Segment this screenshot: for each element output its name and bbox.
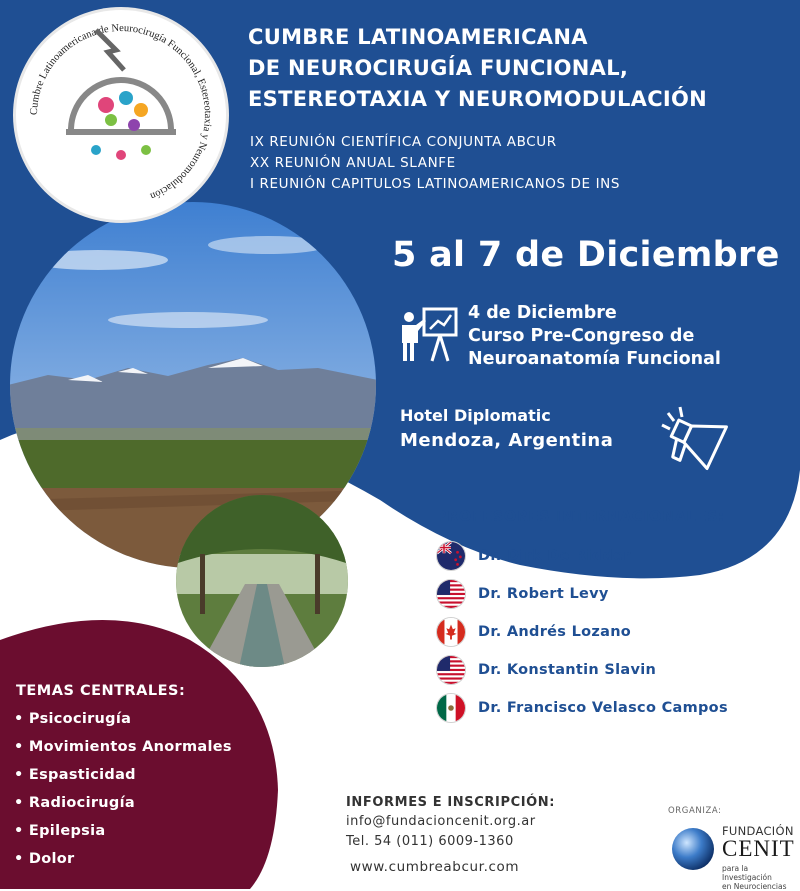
topic-item: • Movimientos Anormales [14,739,232,755]
professor-item [436,692,728,724]
tagline-line: en Neurociencias [722,882,787,891]
professor-item [436,540,631,572]
title-line: ESTEREOTAXIA Y NEUROMODULACIÓN [248,87,708,111]
topic-item: • Psicocirugía [14,711,132,727]
professor-item [436,578,609,610]
precourse-line: 4 de Diciembre [468,303,617,323]
title-line: DE NEUROCIRUGÍA FUNCIONAL, [248,56,629,80]
contact-title: INFORMES E INSCRIPCIÓN: [346,795,556,810]
presenter-icon [398,305,460,365]
professors-title: PROFESORES INTERNACIONALES: [436,509,725,525]
usa-flag-icon [436,579,466,609]
tagline-line: para la Investigación [722,864,772,882]
canada-flag-icon [436,617,466,647]
organizer-tagline [722,864,800,891]
topics-title: TEMAS CENTRALES: [16,683,186,699]
subtitle-line: XX REUNIÓN ANUAL SLANFE [250,155,456,171]
professor-name: Dr. Andrés Lozano [478,624,632,640]
precourse-info [468,302,721,371]
megaphone-icon [660,405,740,477]
subtitle-line: IX REUNIÓN CIENTÍFICA CONJUNTA ABCUR [250,134,557,150]
professor-name: Dr. Francisco Velasco Campos [478,700,728,716]
event-title [248,22,707,115]
event-subtitles [250,132,620,195]
professor-name: Dr. Konstantin Slavin [478,662,657,678]
event-city: Mendoza, Argentina [400,430,614,451]
professor-item [436,654,656,686]
subtitle-line: I REUNIÓN CAPITULOS LATINOAMERICANOS DE INS [250,176,621,192]
topic-item: • Epilepsia [14,823,106,839]
contact-email[interactable]: info@fundacioncenit.org.ar [346,814,536,829]
professor-name: Dr. Robert Levy [478,586,609,602]
topic-item: • Radiocirugía [14,795,135,811]
professor-name: Dr. Dirk De Ridder [478,548,631,564]
usa-flag-icon [436,655,466,685]
organizer-name: CENIT [722,836,795,861]
brain-dome-logo-icon [16,10,226,220]
topic-item: • Dolor [14,851,75,867]
precourse-line: Curso Pre-Congreso de [468,326,695,346]
mendoza-canal-photo [175,494,349,668]
professor-item [436,616,631,648]
contact-phone: Tel. 54 (011) 6009-1360 [346,834,514,849]
title-line: CUMBRE LATINOAMERICANA [248,25,588,49]
logo-ring-text: Cumbre Latinoamericana de Neurocirugía Funcional, Estereotaxia y Neuromodulación [28,22,214,202]
event-dates: 5 al 7 de Diciembre [392,235,780,275]
new-zealand-flag-icon [436,541,466,571]
topic-item: • Espasticidad [14,767,136,783]
website-link[interactable]: www.cumbreabcur.com [350,859,520,875]
precourse-line: Neuroanatomía Funcional [468,349,721,369]
hotel-name: Hotel Diplomatic [400,406,551,425]
organizer-label: ORGANIZA: [668,806,722,816]
organizer-top: FUNDACIÓN [722,824,794,838]
cenit-globe-icon [670,826,716,872]
mexico-flag-icon [436,693,466,723]
